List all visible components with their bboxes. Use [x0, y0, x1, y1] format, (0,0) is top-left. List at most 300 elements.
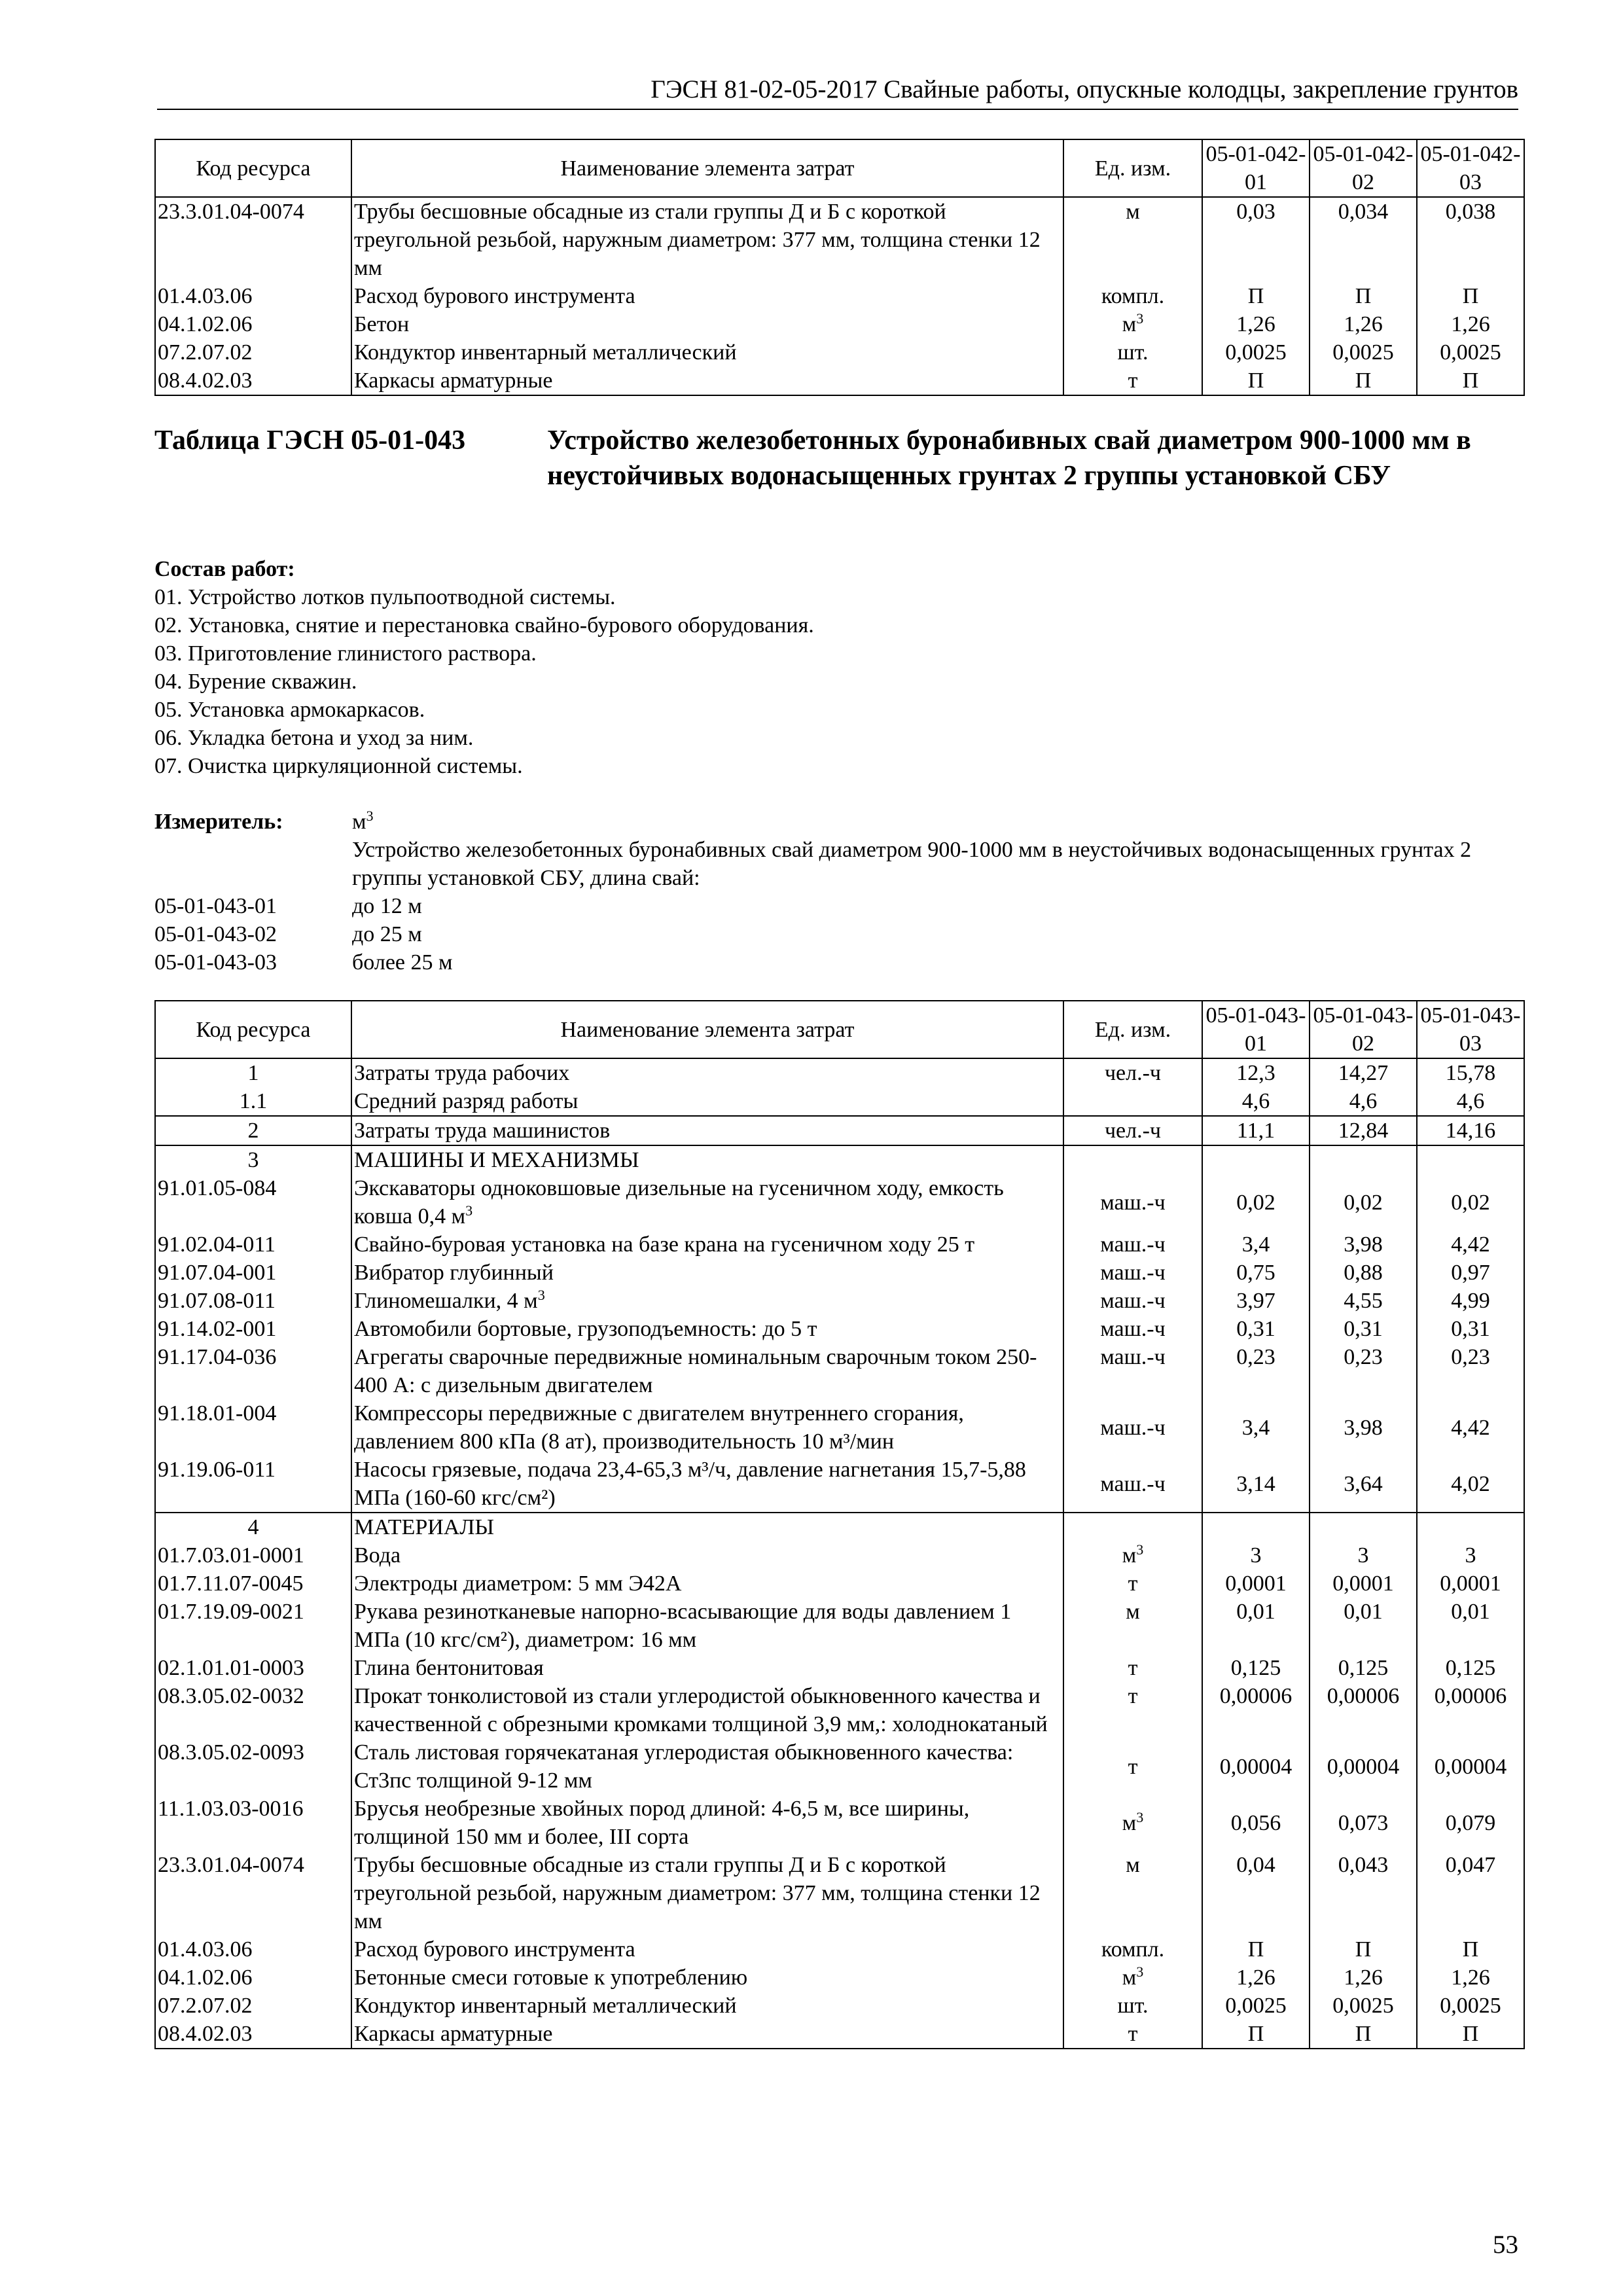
works-item: 05. Установка армокаркасов.: [154, 698, 425, 722]
unit: [1063, 1654, 1202, 1682]
norm-value-1: 0,0025: [1202, 338, 1310, 367]
norm-value-3: 0,00006: [1417, 1682, 1524, 1738]
norm-value-1: 3,97: [1202, 1287, 1310, 1315]
page-number: 53: [1493, 2231, 1518, 2259]
table-row: [155, 1513, 1524, 1541]
unit: [1063, 1541, 1202, 1570]
resource-name: [351, 282, 1063, 310]
norm-value-3: [1417, 1145, 1524, 1174]
unit-text: маш.-ч: [1100, 1261, 1166, 1285]
works-list: [154, 583, 1516, 780]
resource-name: [351, 1116, 1063, 1145]
resource-name: [351, 1174, 1063, 1230]
resource-name: [351, 1654, 1063, 1682]
resource-name: [351, 367, 1063, 395]
resource-code: 01.7.03.01-0001: [155, 1541, 351, 1570]
unit: [1063, 1174, 1202, 1230]
table-row: [155, 1598, 1524, 1654]
norm-value-2: 0,073: [1310, 1795, 1417, 1851]
norm-value-2: 3: [1310, 1541, 1417, 1570]
unit: [1063, 1964, 1202, 1992]
measure-label: Измеритель:: [154, 810, 283, 834]
col-header-unit: Ед. изм.: [1063, 1001, 1202, 1058]
norm-value-3: 15,78: [1417, 1058, 1524, 1087]
norm-value-3: 1,26: [1417, 1964, 1524, 1992]
resource-code: 91.07.08-011: [155, 1287, 351, 1315]
table-row: [155, 1315, 1524, 1343]
resource-name: [351, 197, 1063, 282]
resource-code: 23.3.01.04-0074: [155, 197, 351, 282]
resource-code: 08.3.05.02-0093: [155, 1738, 351, 1795]
resource-code: 08.3.05.02-0032: [155, 1682, 351, 1738]
col-header-code: Код ресурса: [155, 1001, 351, 1058]
norm-value-1: П: [1202, 282, 1310, 310]
table-row: [155, 1992, 1524, 2020]
resource-code: 4: [155, 1513, 351, 1541]
norm-value-1: 3: [1202, 1541, 1310, 1570]
table-row: [155, 1541, 1524, 1570]
unit: [1063, 1087, 1202, 1116]
unit: [1063, 1259, 1202, 1287]
norm-value-1: 0,056: [1202, 1795, 1310, 1851]
resource-name: [351, 1851, 1063, 1935]
norm-value-3: 0,0025: [1417, 338, 1524, 367]
resource-code: 91.18.01-004: [155, 1399, 351, 1456]
table-row: [155, 1058, 1524, 1087]
resource-code: 11.1.03.03-0016: [155, 1795, 351, 1851]
resource-name-text: Электроды диаметром: 5 мм Э42А: [354, 1571, 682, 1596]
norm-value-1: [1202, 1145, 1310, 1174]
table-row: [155, 1964, 1524, 1992]
resource-code: 01.4.03.06: [155, 282, 351, 310]
norm-value-3: 3: [1417, 1541, 1524, 1570]
norm-value-1: 0,31: [1202, 1315, 1310, 1343]
resource-code: 91.19.06-011: [155, 1456, 351, 1513]
norm-value-3: 4,99: [1417, 1287, 1524, 1315]
unit: [1063, 1795, 1202, 1851]
resource-name: [351, 310, 1063, 338]
norm-value-3: П: [1417, 1935, 1524, 1964]
resource-code: 08.4.02.03: [155, 2020, 351, 2049]
table-row: [155, 197, 1524, 282]
table-row: [155, 1230, 1524, 1259]
unit: [1063, 1287, 1202, 1315]
unit: [1063, 1570, 1202, 1598]
resource-code: 3: [155, 1145, 351, 1174]
norm-value-1: 0,01: [1202, 1598, 1310, 1654]
resource-name-text: Свайно-буровая установка на базе крана на гусеничном ходу 25 т: [354, 1232, 975, 1257]
resource-name-sup: 3: [537, 1286, 545, 1303]
resource-name-text: Каркасы арматурные: [354, 2022, 553, 2046]
works-item: 03. Приготовление глинистого раствора.: [154, 641, 537, 666]
norm-value-3: П: [1417, 2020, 1524, 2049]
works-title: Состав работ:: [154, 557, 295, 581]
resource-table-043: [154, 1000, 1525, 2049]
unit: [1063, 197, 1202, 282]
norm-value-2: 0,23: [1310, 1343, 1417, 1399]
norm-value-3: П: [1417, 282, 1524, 310]
resource-name-text: Каркасы арматурные: [354, 368, 553, 393]
unit-text: компл.: [1101, 1937, 1165, 1962]
resource-name: [351, 1738, 1063, 1795]
running-header: ГЭСН 81-02-05-2017 Свайные работы, опускные колодцы, закрепление грунтов: [651, 75, 1518, 103]
resource-code: 07.2.07.02: [155, 338, 351, 367]
norm-value-2: 0,043: [1310, 1851, 1417, 1935]
unit: [1063, 1851, 1202, 1935]
norm-value-1: П: [1202, 2020, 1310, 2049]
resource-name-sup: 3: [465, 1202, 473, 1219]
norm-value-2: 4,55: [1310, 1287, 1417, 1315]
resource-name-text: Глиномешалки, 4 м: [354, 1289, 538, 1313]
table-header-row: [155, 139, 1524, 197]
resource-name: [351, 1456, 1063, 1513]
norm-value-1: 1,26: [1202, 1964, 1310, 1992]
resource-name-text: Средний разряд работы: [354, 1089, 579, 1113]
resource-code: 01.4.03.06: [155, 1935, 351, 1964]
norm-value-1: 0,04: [1202, 1851, 1310, 1935]
resource-name: [351, 1513, 1063, 1541]
norm-value-2: 0,125: [1310, 1654, 1417, 1682]
col-header-norm-1: 05-01-043-01: [1202, 1001, 1310, 1058]
norm-value-3: 1,26: [1417, 310, 1524, 338]
norm-value-2: 0,0001: [1310, 1570, 1417, 1598]
unit: [1063, 2020, 1202, 2049]
norm-value-1: П: [1202, 1935, 1310, 1964]
norm-value-3: [1417, 1513, 1524, 1541]
table-title: Таблица ГЭСН 05-01-043: [154, 425, 466, 456]
unit: [1063, 1116, 1202, 1145]
resource-name-text: Расход бурового инструмента: [354, 284, 635, 308]
norm-value-2: 0,01: [1310, 1598, 1417, 1654]
norm-value-1: 0,02: [1202, 1174, 1310, 1230]
norm-value-1: 0,0001: [1202, 1570, 1310, 1598]
unit: [1063, 1315, 1202, 1343]
unit-text: шт.: [1117, 1994, 1149, 2018]
unit: [1063, 338, 1202, 367]
works-item: 06. Укладка бетона и уход за ним.: [154, 726, 474, 750]
resource-code: 91.01.05-084: [155, 1174, 351, 1230]
norm-value-3: 0,00004: [1417, 1738, 1524, 1795]
variant-text: до 25 м: [352, 922, 422, 946]
norm-value-3: 0,079: [1417, 1795, 1524, 1851]
norm-value-2: П: [1310, 2020, 1417, 2049]
norm-value-2: 0,0025: [1310, 338, 1417, 367]
norm-value-3: 0,23: [1417, 1343, 1524, 1399]
unit-text: маш.-ч: [1100, 1345, 1166, 1369]
norm-value-3: 0,047: [1417, 1851, 1524, 1935]
norm-value-2: 4,6: [1310, 1087, 1417, 1116]
resource-name: [351, 1315, 1063, 1343]
norm-value-2: 3,64: [1310, 1456, 1417, 1513]
col-header-norm-2: 05-01-042-02: [1310, 139, 1417, 197]
unit: [1063, 1738, 1202, 1795]
resource-code: 1: [155, 1058, 351, 1087]
unit-text: маш.-ч: [1100, 1289, 1166, 1313]
resource-code: 91.17.04-036: [155, 1343, 351, 1399]
norm-value-2: 0,034: [1310, 197, 1417, 282]
resource-name: [351, 1682, 1063, 1738]
variant-code: 05-01-043-01: [154, 894, 277, 918]
resource-name-text: Затраты труда рабочих: [354, 1061, 570, 1085]
unit-text: м: [1126, 200, 1140, 224]
unit-text: м: [1122, 1810, 1137, 1835]
resource-name-text: Бетонные смеси готовые к употреблению: [354, 1965, 748, 1990]
resource-name: [351, 1570, 1063, 1598]
unit-text: маш.-ч: [1100, 1317, 1166, 1341]
resource-name-text: Экскаваторы одноковшовые дизельные на гусеничном ходу, емкость ковша 0,4 м: [354, 1176, 1004, 1229]
resource-name-text: МАТЕРИАЛЫ: [354, 1515, 495, 1539]
table-row: [155, 1145, 1524, 1174]
variant-row: [154, 920, 422, 948]
table-row: [155, 1343, 1524, 1399]
unit-text: чел.-ч: [1104, 1061, 1162, 1085]
norm-value-1: 12,3: [1202, 1058, 1310, 1087]
variant-code: 05-01-043-02: [154, 922, 277, 946]
norm-value-1: 4,6: [1202, 1087, 1310, 1116]
resource-name-text: Трубы бесшовные обсадные из стали группы Д и Б с короткой треугольной резьбой, наружным диаметром: 377 мм, толщина стенки 12 мм: [354, 200, 1041, 280]
table-row: [155, 1174, 1524, 1230]
norm-value-1: 3,4: [1202, 1399, 1310, 1456]
table-row: [155, 2020, 1524, 2049]
table-header-row: [155, 1001, 1524, 1058]
norm-value-3: 0,31: [1417, 1315, 1524, 1343]
table-row: [155, 1654, 1524, 1682]
norm-value-3: 4,42: [1417, 1399, 1524, 1456]
unit-text: т: [1128, 2022, 1138, 2046]
resource-code: 01.7.19.09-0021: [155, 1598, 351, 1654]
works-item: 04. Бурение скважин.: [154, 670, 357, 694]
unit: [1063, 1399, 1202, 1456]
unit-text: шт.: [1117, 340, 1149, 365]
norm-value-1: 0,75: [1202, 1259, 1310, 1287]
norm-value-1: 0,03: [1202, 197, 1310, 282]
header-rule: [157, 109, 1518, 110]
works-item: 01. Устройство лотков пульпоотводной системы.: [154, 585, 616, 609]
col-header-norm-2: 05-01-043-02: [1310, 1001, 1417, 1058]
resource-code: 91.14.02-001: [155, 1315, 351, 1343]
resource-code: 2: [155, 1116, 351, 1145]
unit: [1063, 1343, 1202, 1399]
norm-value-3: 0,125: [1417, 1654, 1524, 1682]
norm-value-1: П: [1202, 367, 1310, 395]
resource-name-text: Агрегаты сварочные передвижные номинальным сварочным током 250-400 А: с дизельным двигателем: [354, 1345, 1037, 1397]
resource-code: 91.07.04-001: [155, 1259, 351, 1287]
table-row: [155, 1399, 1524, 1456]
norm-value-1: 0,00004: [1202, 1738, 1310, 1795]
resource-code: 04.1.02.06: [155, 310, 351, 338]
norm-value-2: [1310, 1513, 1417, 1541]
resource-name: [351, 1399, 1063, 1456]
resource-code: 02.1.01.01-0003: [155, 1654, 351, 1682]
norm-value-1: 3,14: [1202, 1456, 1310, 1513]
unit: [1063, 1598, 1202, 1654]
unit-sup: 3: [1136, 1963, 1144, 1980]
resource-name-text: Сталь листовая горячекатаная углеродистая обыкновенного качества: Ст3пс толщиной 9-12 мм: [354, 1740, 1014, 1793]
norm-value-2: 12,84: [1310, 1116, 1417, 1145]
table-row: [155, 1682, 1524, 1738]
table-row: [155, 1116, 1524, 1145]
norm-value-1: 0,00006: [1202, 1682, 1310, 1738]
resource-name: [351, 1343, 1063, 1399]
col-header-unit: Ед. изм.: [1063, 139, 1202, 197]
norm-value-2: 0,00006: [1310, 1682, 1417, 1738]
norm-value-2: 0,0025: [1310, 1992, 1417, 2020]
unit-text: т: [1128, 368, 1138, 393]
norm-value-2: П: [1310, 367, 1417, 395]
unit-text: маш.-ч: [1100, 1415, 1166, 1440]
norm-value-3: 0,01: [1417, 1598, 1524, 1654]
resource-code: 08.4.02.03: [155, 367, 351, 395]
resource-name: [351, 1935, 1063, 1964]
variant-text: до 12 м: [352, 894, 422, 918]
table-row: [155, 1287, 1524, 1315]
norm-value-1: 1,26: [1202, 310, 1310, 338]
resource-name: [351, 1287, 1063, 1315]
unit: [1063, 1058, 1202, 1087]
resource-code: 01.7.11.07-0045: [155, 1570, 351, 1598]
resource-code: 91.02.04-011: [155, 1230, 351, 1259]
table-row: [155, 367, 1524, 395]
resource-name: [351, 1145, 1063, 1174]
resource-name: [351, 1230, 1063, 1259]
resource-name-text: Автомобили бортовые, грузоподъемность: до 5 т: [354, 1317, 817, 1341]
resource-name-text: Трубы бесшовные обсадные из стали группы Д и Б с короткой треугольной резьбой, наружным диаметром: 377 мм, толщина стенки 12 мм: [354, 1853, 1041, 1933]
works-item: 07. Очистка циркуляционной системы.: [154, 754, 523, 778]
norm-value-2: П: [1310, 1935, 1417, 1964]
unit-text: маш.-ч: [1100, 1232, 1166, 1257]
resource-name-text: Насосы грязевые, подача 23,4-65,3 м³/ч, давление нагнетания 15,7-5,88 МПа (160-60 кгс/см²): [354, 1458, 1026, 1510]
norm-value-2: 1,26: [1310, 310, 1417, 338]
resource-name: [351, 2020, 1063, 2049]
variant-row: [154, 892, 422, 920]
unit-text: т: [1128, 1571, 1138, 1596]
unit-sup: 3: [1136, 1541, 1144, 1558]
table-row: [155, 310, 1524, 338]
norm-value-3: 0,038: [1417, 197, 1524, 282]
norm-value-3: 14,16: [1417, 1116, 1524, 1145]
norm-value-3: 0,0025: [1417, 1992, 1524, 2020]
unit: [1063, 310, 1202, 338]
norm-value-2: 0,88: [1310, 1259, 1417, 1287]
unit: [1063, 1145, 1202, 1174]
table-row: [155, 1795, 1524, 1851]
variant-text: более 25 м: [352, 950, 453, 975]
resource-name-text: Вода: [354, 1543, 401, 1568]
unit-sup: 3: [1136, 310, 1144, 327]
resource-code: 23.3.01.04-0074: [155, 1851, 351, 1935]
col-header-code: Код ресурса: [155, 139, 351, 197]
norm-value-1: 3,4: [1202, 1230, 1310, 1259]
resource-name: [351, 1259, 1063, 1287]
unit-text: м: [1126, 1853, 1140, 1877]
norm-value-3: 4,02: [1417, 1456, 1524, 1513]
unit-sup: 3: [1136, 1808, 1144, 1825]
norm-value-2: 3,98: [1310, 1399, 1417, 1456]
unit-text: компл.: [1101, 284, 1165, 308]
table-row: [155, 1570, 1524, 1598]
resource-table-042: [154, 139, 1525, 396]
col-header-norm-3: 05-01-043-03: [1417, 1001, 1524, 1058]
unit-text: маш.-ч: [1100, 1190, 1166, 1215]
unit: [1063, 367, 1202, 395]
table-row: [155, 1087, 1524, 1116]
resource-name: [351, 1964, 1063, 1992]
resource-name: [351, 1058, 1063, 1087]
resource-name-text: Глина бентонитовая: [354, 1656, 544, 1680]
unit: [1063, 1456, 1202, 1513]
resource-name: [351, 1795, 1063, 1851]
unit-text: м: [1122, 1543, 1137, 1568]
norm-value-1: [1202, 1513, 1310, 1541]
norm-value-2: 3,98: [1310, 1230, 1417, 1259]
unit: [1063, 1992, 1202, 2020]
measure-description: Устройство железобетонных буронабивных свай диаметром 900-1000 мм в неустойчивых водонасыщенных грунтах 2 группы установкой СБУ, длина свай:: [352, 838, 1472, 890]
norm-value-2: 1,26: [1310, 1964, 1417, 1992]
table-row: [155, 1456, 1524, 1513]
unit-text: т: [1128, 1656, 1138, 1680]
norm-value-2: П: [1310, 282, 1417, 310]
col-header-name: Наименование элемента затрат: [351, 139, 1063, 197]
unit: [1063, 1513, 1202, 1541]
resource-name-text: Компрессоры передвижные с двигателем внутреннего сгорания, давлением 800 кПа (8 ат), производительность 10 м³/мин: [354, 1401, 964, 1454]
norm-value-2: [1310, 1145, 1417, 1174]
resource-name-text: МАШИНЫ И МЕХАНИЗМЫ: [354, 1148, 639, 1172]
norm-value-2: 0,02: [1310, 1174, 1417, 1230]
norm-value-2: 14,27: [1310, 1058, 1417, 1087]
unit: [1063, 1935, 1202, 1964]
unit-text: м: [1122, 312, 1137, 336]
resource-name-text: Бетон: [354, 312, 410, 336]
variant-row: [154, 948, 453, 977]
unit-text: чел.-ч: [1104, 1119, 1162, 1143]
unit-text: т: [1128, 1754, 1138, 1779]
measure-unit-text: м: [352, 810, 366, 834]
col-header-norm-3: 05-01-042-03: [1417, 139, 1524, 197]
resource-name-text: Вибратор глубинный: [354, 1261, 554, 1285]
resource-name-text: Брусья необрезные хвойных пород длиной: 4-6,5 м, все ширины, толщиной 150 мм и более, III сорта: [354, 1797, 970, 1849]
col-header-norm-1: 05-01-042-01: [1202, 139, 1310, 197]
table-row: [155, 1738, 1524, 1795]
table-description: Устройство железобетонных буронабивных свай диаметром 900-1000 мм в неустойчивых водонасыщенных грунтах 2 группы установкой СБУ: [547, 425, 1471, 491]
resource-name-text: Кондуктор инвентарный металлический: [354, 1994, 737, 2018]
norm-value-1: 11,1: [1202, 1116, 1310, 1145]
norm-value-1: 0,0025: [1202, 1992, 1310, 2020]
norm-value-3: П: [1417, 367, 1524, 395]
table-row: [155, 1935, 1524, 1964]
variant-code: 05-01-043-03: [154, 950, 277, 975]
norm-value-3: 0,97: [1417, 1259, 1524, 1287]
unit-text: м: [1126, 1600, 1140, 1624]
unit-text: м: [1122, 1965, 1137, 1990]
unit: [1063, 1230, 1202, 1259]
table-row: [155, 282, 1524, 310]
resource-code: 04.1.02.06: [155, 1964, 351, 1992]
resource-code: 1.1: [155, 1087, 351, 1116]
norm-value-3: 0,02: [1417, 1174, 1524, 1230]
resource-name-text: Расход бурового инструмента: [354, 1937, 635, 1962]
norm-value-2: 0,31: [1310, 1315, 1417, 1343]
norm-value-3: 0,0001: [1417, 1570, 1524, 1598]
unit: [1063, 282, 1202, 310]
norm-value-1: 0,23: [1202, 1343, 1310, 1399]
measure-unit: [352, 808, 374, 836]
table-row: [155, 338, 1524, 367]
table-row: [155, 1259, 1524, 1287]
resource-name-text: Прокат тонколистовой из стали углеродистой обыкновенного качества и качественной с обрезными кромками толщиной 3,9 мм,: холоднокатаный: [354, 1684, 1048, 1736]
resource-name: [351, 1087, 1063, 1116]
norm-value-1: 0,125: [1202, 1654, 1310, 1682]
col-header-name: Наименование элемента затрат: [351, 1001, 1063, 1058]
